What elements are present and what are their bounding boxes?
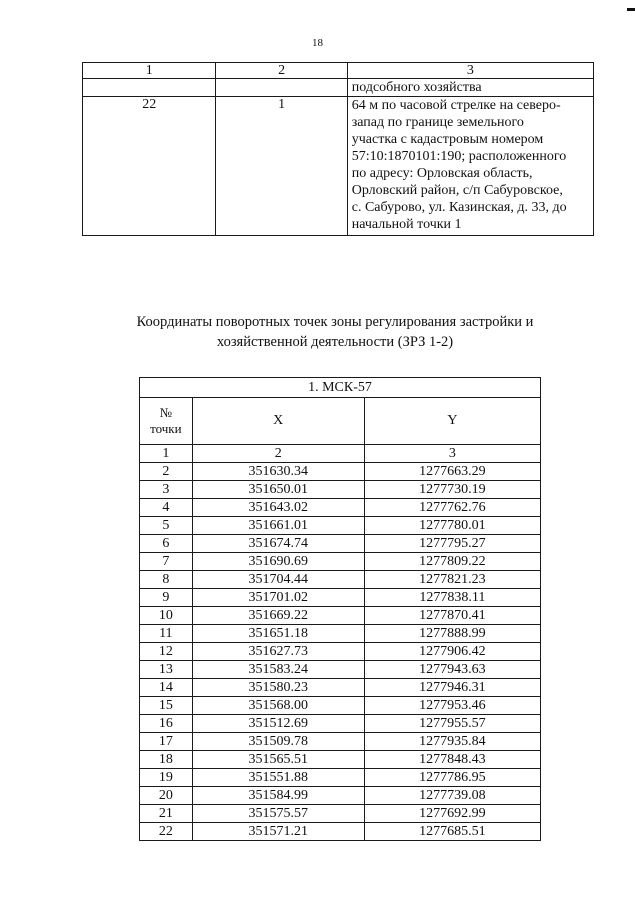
table-row xyxy=(140,751,541,769)
table-row xyxy=(140,571,541,589)
table-row xyxy=(140,769,541,787)
point-number-cell: 11 xyxy=(140,625,193,643)
y-coordinate-cell: 1277848.43 xyxy=(364,751,540,769)
x-coordinate-cell: 351651.18 xyxy=(192,625,364,643)
header-point-number xyxy=(140,398,193,445)
page-number: 18 xyxy=(312,37,323,49)
header-points-label: точки xyxy=(150,421,182,436)
x-coordinate-cell: 351704.44 xyxy=(192,571,364,589)
point-number-cell: 12 xyxy=(140,643,193,661)
table-row xyxy=(140,823,541,841)
header-x: X xyxy=(192,398,364,445)
point-number-cell: 3 xyxy=(140,481,193,499)
x-coordinate-cell: 351661.01 xyxy=(192,517,364,535)
point-number-cell: 5 xyxy=(140,517,193,535)
x-coordinate-cell: 351690.69 xyxy=(192,553,364,571)
y-coordinate-cell: 1277780.01 xyxy=(364,517,540,535)
y-coordinate-cell: 1277838.11 xyxy=(364,589,540,607)
header-cell-3: 3 xyxy=(347,63,593,79)
header-y: Y xyxy=(364,398,540,445)
table-row xyxy=(140,661,541,679)
table-row xyxy=(140,481,541,499)
point-number-cell: 17 xyxy=(140,733,193,751)
cell-col3: подсобного хозяйства xyxy=(347,79,593,97)
header-cell-2: 2 xyxy=(216,63,347,79)
continuation-table xyxy=(82,62,594,236)
cell-col2 xyxy=(216,79,347,97)
y-coordinate-cell: 1277762.76 xyxy=(364,499,540,517)
y-coordinate-cell: 1277730.19 xyxy=(364,481,540,499)
x-coordinate-cell: 351669.22 xyxy=(192,607,364,625)
table-row xyxy=(140,715,541,733)
coordinates-table-body xyxy=(140,463,541,841)
index-cell-2: 2 xyxy=(192,445,364,463)
point-number-cell: 16 xyxy=(140,715,193,733)
table-row xyxy=(83,97,594,236)
y-coordinate-cell: 1277870.41 xyxy=(364,607,540,625)
table-row xyxy=(140,607,541,625)
x-coordinate-cell: 351701.02 xyxy=(192,589,364,607)
section-title xyxy=(0,312,635,352)
x-coordinate-cell: 351583.24 xyxy=(192,661,364,679)
coordinates-table xyxy=(139,377,541,841)
point-number-cell: 18 xyxy=(140,751,193,769)
table-row xyxy=(140,517,541,535)
table-row xyxy=(140,553,541,571)
y-coordinate-cell: 1277946.31 xyxy=(364,679,540,697)
table-row xyxy=(140,805,541,823)
coordinates-table-index-row xyxy=(140,445,541,463)
scan-mark xyxy=(627,8,635,11)
coordinates-table-header-row xyxy=(140,398,541,445)
table-row xyxy=(140,697,541,715)
point-number-cell: 7 xyxy=(140,553,193,571)
x-coordinate-cell: 351575.57 xyxy=(192,805,364,823)
x-coordinate-cell: 351643.02 xyxy=(192,499,364,517)
table-row xyxy=(140,787,541,805)
y-coordinate-cell: 1277739.08 xyxy=(364,787,540,805)
table-row xyxy=(140,589,541,607)
y-coordinate-cell: 1277955.57 xyxy=(364,715,540,733)
point-number-cell: 13 xyxy=(140,661,193,679)
header-number-sign: № xyxy=(159,405,173,420)
table-row xyxy=(140,499,541,517)
table-row xyxy=(140,733,541,751)
y-coordinate-cell: 1277821.23 xyxy=(364,571,540,589)
y-coordinate-cell: 1277809.22 xyxy=(364,553,540,571)
point-number-cell: 14 xyxy=(140,679,193,697)
point-number-cell: 8 xyxy=(140,571,193,589)
x-coordinate-cell: 351571.21 xyxy=(192,823,364,841)
point-number-cell: 4 xyxy=(140,499,193,517)
point-number-cell: 10 xyxy=(140,607,193,625)
table-row xyxy=(140,463,541,481)
section-title-line-2: хозяйственной деятельности (ЗРЗ 1-2) xyxy=(216,334,454,350)
x-coordinate-cell: 351512.69 xyxy=(192,715,364,733)
x-coordinate-cell: 351674.74 xyxy=(192,535,364,553)
x-coordinate-cell: 351630.34 xyxy=(192,463,364,481)
x-coordinate-cell: 351584.99 xyxy=(192,787,364,805)
table-row xyxy=(140,679,541,697)
y-coordinate-cell: 1277786.95 xyxy=(364,769,540,787)
x-coordinate-cell: 351509.78 xyxy=(192,733,364,751)
continuation-table-header-row xyxy=(83,63,594,79)
table-row xyxy=(83,79,594,97)
y-coordinate-cell: 1277943.63 xyxy=(364,661,540,679)
x-coordinate-cell: 351650.01 xyxy=(192,481,364,499)
coordinates-table-caption-row xyxy=(140,378,541,398)
point-number-cell: 21 xyxy=(140,805,193,823)
point-number-cell: 2 xyxy=(140,463,193,481)
coordinates-table-caption: 1. МСК-57 xyxy=(140,378,541,398)
index-cell-1: 1 xyxy=(140,445,193,463)
y-coordinate-cell: 1277692.99 xyxy=(364,805,540,823)
point-number-cell: 22 xyxy=(140,823,193,841)
point-number-cell: 15 xyxy=(140,697,193,715)
y-coordinate-cell: 1277935.84 xyxy=(364,733,540,751)
table-row xyxy=(140,643,541,661)
x-coordinate-cell: 351551.88 xyxy=(192,769,364,787)
cell-col1 xyxy=(83,79,216,97)
y-coordinate-cell: 1277953.46 xyxy=(364,697,540,715)
x-coordinate-cell: 351568.00 xyxy=(192,697,364,715)
y-coordinate-cell: 1277888.99 xyxy=(364,625,540,643)
y-coordinate-cell: 1277685.51 xyxy=(364,823,540,841)
table-row xyxy=(140,625,541,643)
y-coordinate-cell: 1277795.27 xyxy=(364,535,540,553)
x-coordinate-cell: 351565.51 xyxy=(192,751,364,769)
x-coordinate-cell: 351580.23 xyxy=(192,679,364,697)
header-cell-1: 1 xyxy=(83,63,216,79)
point-number-cell: 19 xyxy=(140,769,193,787)
point-number-cell: 20 xyxy=(140,787,193,805)
table-row xyxy=(140,535,541,553)
cell-col2: 1 xyxy=(216,97,347,236)
y-coordinate-cell: 1277906.42 xyxy=(364,643,540,661)
point-number-cell: 6 xyxy=(140,535,193,553)
x-coordinate-cell: 351627.73 xyxy=(192,643,364,661)
section-title-line-1: Координаты поворотных точек зоны регулирования застройки и xyxy=(136,314,534,330)
index-cell-3: 3 xyxy=(364,445,540,463)
y-coordinate-cell: 1277663.29 xyxy=(364,463,540,481)
point-number-cell: 9 xyxy=(140,589,193,607)
cell-col3: 64 м по часовой стрелке на северо- запад по границе земельного участка с кадастровым номером 57:10:1870101:190; расположенного по адресу: Орловская область, Орловский район, с/п Сабуровское, с. Сабурово, ул. Казинская, д. 33, до начальной точки 1 xyxy=(347,97,593,236)
cell-col1: 22 xyxy=(83,97,216,236)
